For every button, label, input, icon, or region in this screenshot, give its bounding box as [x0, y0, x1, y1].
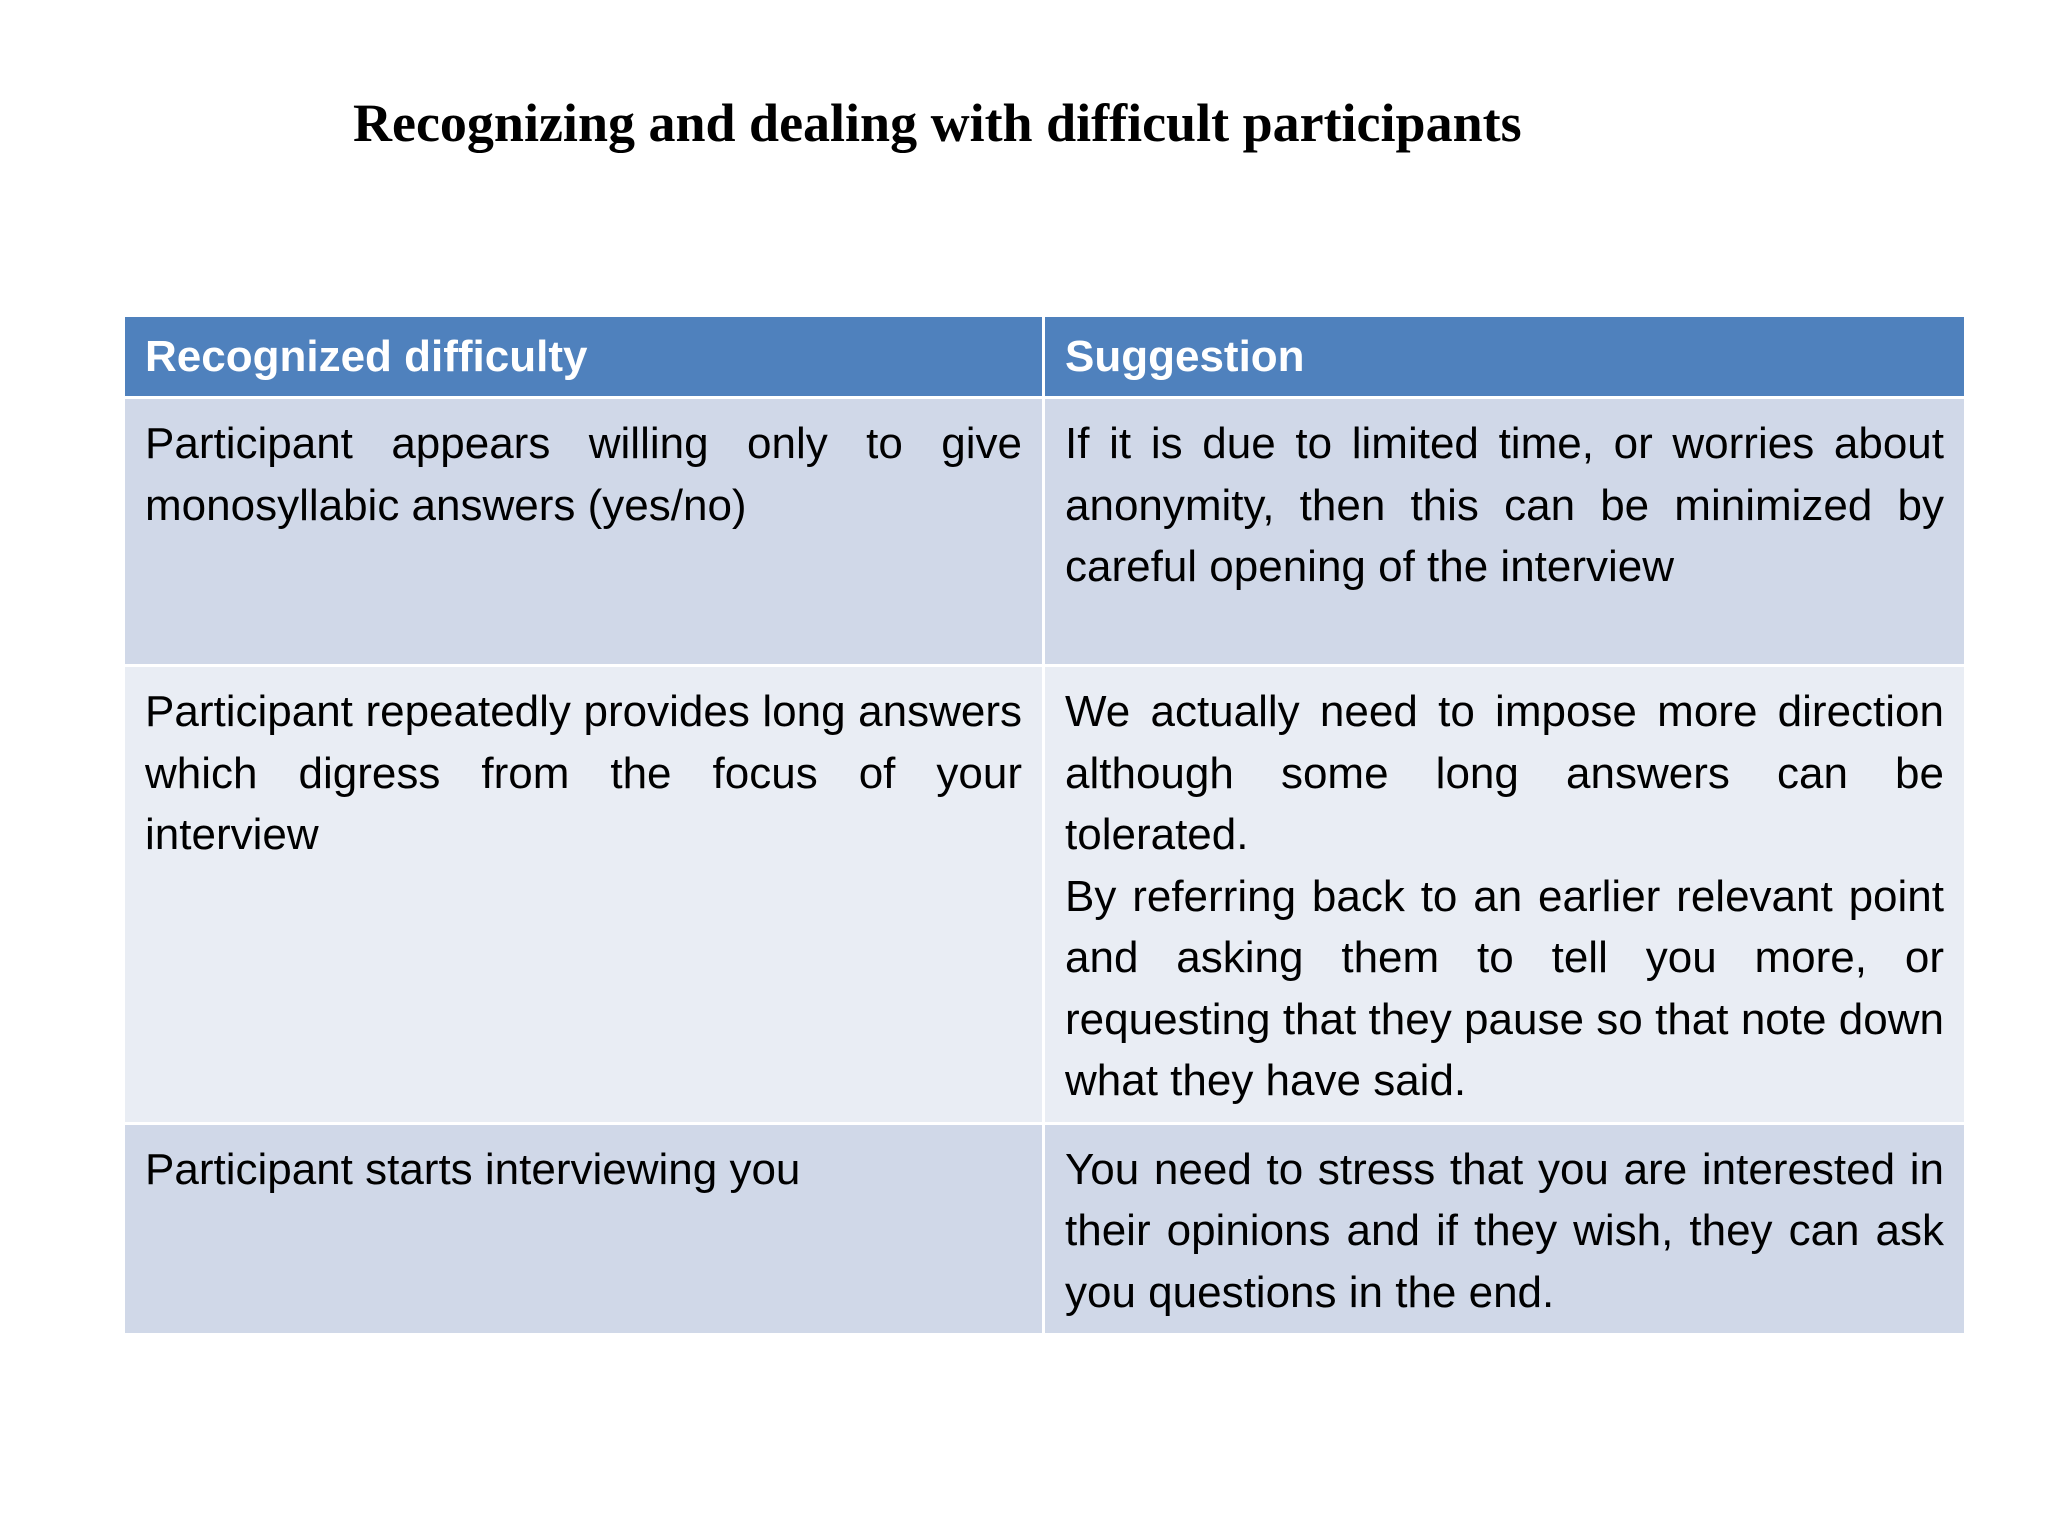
suggestion-paragraph: By referring back to an earlier relevant point and asking them to tell you more, or requesting that they pause so that note down what they have said. [1065, 871, 1944, 1105]
difficulty-cell: Participant repeatedly provides long answers which digress from the focus of your interview [124, 666, 1044, 1124]
suggestion-paragraph: You need to stress that you are interested in their opinions and if they wish, they can ask you questions in the end. [1065, 1144, 1944, 1317]
difficulty-table [122, 314, 1967, 1336]
slide-title: Recognizing and dealing with difficult participants [353, 93, 1522, 153]
table-header-row [124, 316, 1966, 398]
suggestion-cell [1044, 666, 1966, 1124]
suggestion-cell [1044, 398, 1966, 666]
suggestion-paragraph: We actually need to impose more direction although some long answers can be tolerated. [1065, 687, 1944, 859]
suggestion-paragraph: If it is due to limited time, or worries about anonymity, then this can be minimized by careful opening of the interview [1065, 419, 1944, 591]
suggestion-cell [1044, 1123, 1966, 1335]
table-row [124, 1123, 1966, 1335]
table-row [124, 666, 1966, 1124]
difficulty-cell: Participant appears willing only to give monosyllabic answers (yes/no) [124, 398, 1044, 666]
difficulty-cell: Participant starts interviewing you [124, 1123, 1044, 1335]
header-recognized-difficulty: Recognized difficulty [124, 316, 1044, 398]
header-suggestion: Suggestion [1044, 316, 1966, 398]
table-row [124, 398, 1966, 666]
